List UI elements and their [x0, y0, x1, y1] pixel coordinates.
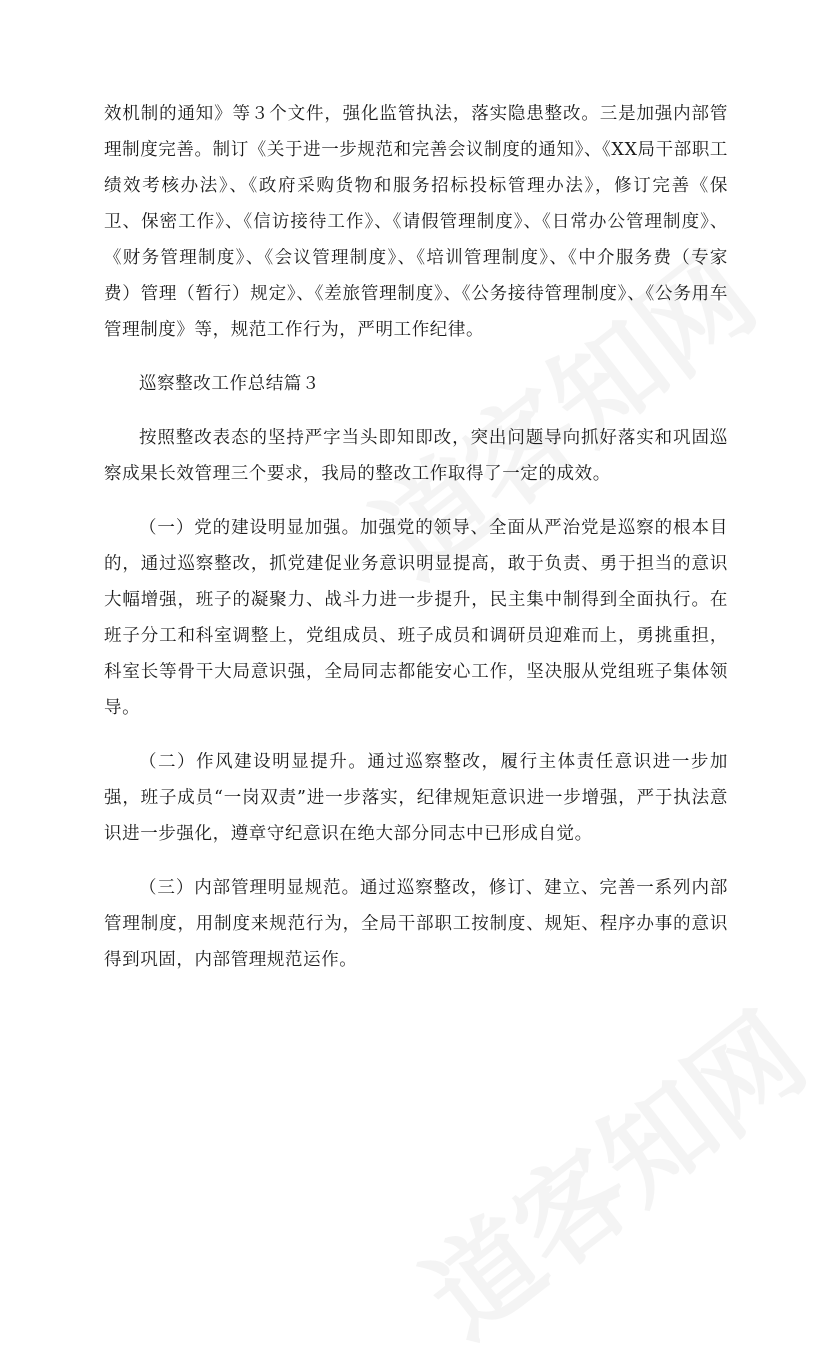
watermark: [388, 971, 830, 1366]
paragraph-intro: 按照整改表态的坚持严字当头即知即改，突出问题导向抓好落实和巩固巡察成果长效管理三个要求，我局的整改工作取得了一定的成效。: [104, 428, 728, 484]
document-body: [104, 96, 728, 978]
paragraph-continuation: 效机制的通知》等３个文件，强化监管执法，落实隐患整改。三是加强内部管理制度完善。制订《关于进一步规范和完善会议制度的通知》、《XX局干部职工绩效考核办法》、《政府采购货物和服务招标投标管理办法》，修订完善《保卫、保密工作》、《信访接待工作》、《请假管理制度》、《日常办公管理制度》、《财务管理制度》、《会议管理制度》、《培训管理制度》、《中介服务费（专家费）管理（暂行）规定》、《差旅管理制度》、《公务接待管理制度》、《公务用车管理制度》等，规范工作行为，严明工作纪律。: [104, 104, 729, 340]
paragraph-internal-management: （三）内部管理明显规范。通过巡察整改，修订、建立、完善一系列内部管理制度，用制度来规范行为，全局干部职工按制度、规矩、程序办事的意识得到巩固，内部管理规范运作。: [104, 878, 728, 970]
paragraph-work-style: （二）作风建设明显提升。通过巡察整改，履行主体责任意识进一步加强，班子成员“一岗双责”进一步落实，纪律规矩意识进一步增强，严于执法意识进一步强化，遵章守纪意识在绝大部分同志中已形成自觉。: [104, 752, 728, 844]
section-heading: 巡察整改工作总结篇３: [139, 374, 320, 394]
paragraph-party-building: （一）党的建设明显加强。加强党的领导、全面从严治党是巡察的根本目的，通过巡察整改，抓党建促业务意识明显提高，敢于负责、勇于担当的意识大幅增强，班子的凝聚力、战斗力进一步提升，民主集中制得到全面执行。在班子分工和科室调整上，党组成员、班子成员和调研员迎难而上，勇挑重担，科室长等骨干大局意识强，全局同志都能安心工作，坚决服从党组班子集体领导。: [104, 518, 728, 718]
